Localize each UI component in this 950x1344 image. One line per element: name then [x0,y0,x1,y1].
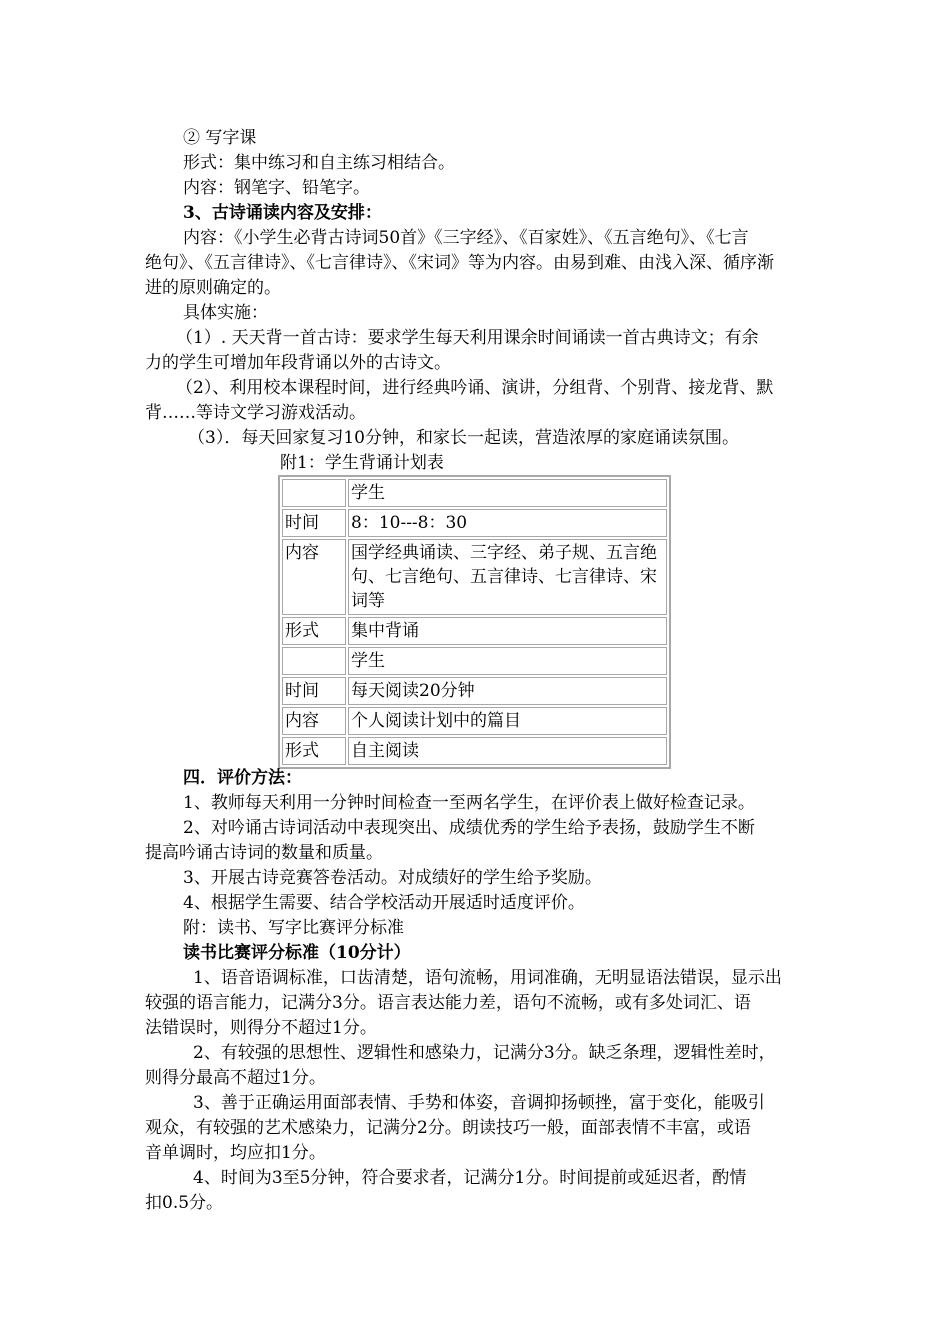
table-row [282,707,667,735]
table-cell-label [282,479,346,507]
table-cell-label: 时间 [282,509,346,537]
table-cell-value: 学生 [348,647,667,675]
table-row [282,737,667,765]
poetry-content-line: 绝句》、《五言律诗》、《七言律诗》、《宋词》等为内容。由易到难、由浅入深、循序渐 [145,253,774,273]
implementation-item-1: （1）. 天天背一首古诗：要求学生每天利用课余时间诵读一首古典诗文；有余 [176,328,759,348]
table-cell-label: 内容 [282,539,346,615]
implementation-item-3: （3）．每天回家复习10分钟，和家长一起读，营造浓厚的家庭诵读氛围。 [188,428,739,448]
writing-class-content: 内容：钢笔字、铅笔字。 [183,178,370,198]
table-caption: 附1：学生背诵计划表 [280,453,444,473]
scoring-line: 则得分最高不超过1分。 [145,1068,326,1088]
poetry-content-line: 内容：《小学生必背古诗词50首》《三字经》、《百家姓》、《五言绝句》、《七言 [183,228,749,248]
scoring-line: 观众，有较强的艺术感染力，记满分2分。朗读技巧一般，面部表情不丰富，或语 [145,1118,751,1138]
table-cell-value: 个人阅读计划中的篇目 [348,707,667,735]
evaluation-line: 3、开展古诗竞赛答卷活动。对成绩好的学生给予奖励。 [183,868,602,888]
table-row [282,617,667,645]
table-cell-label: 形式 [282,737,346,765]
table-cell-value: 自主阅读 [348,737,667,765]
poetry-heading: 3、古诗诵读内容及安排： [183,203,382,223]
evaluation-appendix: 附：读书、写字比赛评分标准 [183,918,404,938]
implementation-item-2-cont: 背……等诗文学习游戏活动。 [145,403,366,423]
scoring-heading: 读书比赛评分标准（10分计） [183,943,411,963]
scoring-line: 4、时间为3至5分钟，符合要求者，记满分1分。时间提前或延迟者，酌情 [193,1168,747,1188]
scoring-line: 较强的语言能力，记满分3分。语言表达能力差，语句不流畅，或有多处词汇、语 [145,993,751,1013]
evaluation-line: 提高吟诵古诗词的数量和质量。 [145,843,383,863]
writing-class-title: ② 写字课 [183,128,257,148]
implementation-item-2: （2）、利用校本课程时间，进行经典吟诵、演讲，分组背、个别背、接龙背、默 [176,378,774,398]
table-cell-label [282,647,346,675]
implementation-title: 具体实施： [183,303,268,323]
poetry-content-line: 进的原则确定的。 [145,278,281,298]
writing-class-form: 形式：集中练习和自主练习相结合。 [183,153,455,173]
evaluation-line: 1、教师每天利用一分钟时间检查一至两名学生，在评价表上做好检查记录。 [183,793,755,813]
implementation-item-1-cont: 力的学生可增加年段背诵以外的古诗文。 [145,353,451,373]
table-cell-label: 内容 [282,707,346,735]
table-row [282,539,667,615]
scoring-line: 1、语音语调标准，口齿清楚，语句流畅，用词准确，无明显语法错误，显示出 [193,968,782,988]
scoring-line: 音单调时，均应扣1分。 [145,1143,326,1163]
scoring-line: 3、善于正确运用面部表情、手势和体姿，音调抑扬顿挫，富于变化，能吸引 [193,1093,765,1113]
table-row [282,647,667,675]
table-cell-label: 形式 [282,617,346,645]
table-row [282,479,667,507]
scoring-line: 法错误时，则得分不超过1分。 [145,1018,377,1038]
table-row [282,509,667,537]
table-cell-value: 每天阅读20分钟 [348,677,667,705]
table-cell-value: 集中背诵 [348,617,667,645]
scoring-line: 扣0.5分。 [145,1193,224,1213]
table-row [282,677,667,705]
table-cell-value: 8：10---8：30 [348,509,667,537]
table-cell-value: 学生 [348,479,667,507]
recitation-plan-table [278,475,671,769]
evaluation-heading: 四．评价方法： [183,768,302,788]
table-cell-value: 国学经典诵读、三字经、弟子规、五言绝句、七言绝句、五言律诗、七言律诗、宋词等 [348,539,667,615]
scoring-line: 2、有较强的思想性、逻辑性和感染力，记满分3分。缺乏条理，逻辑性差时， [193,1043,776,1063]
evaluation-line: 4、根据学生需要、结合学校活动开展适时适度评价。 [183,893,585,913]
evaluation-line: 2、对吟诵古诗词活动中表现突出、成绩优秀的学生给予表扬，鼓励学生不断 [183,818,755,838]
table-cell-label: 时间 [282,677,346,705]
